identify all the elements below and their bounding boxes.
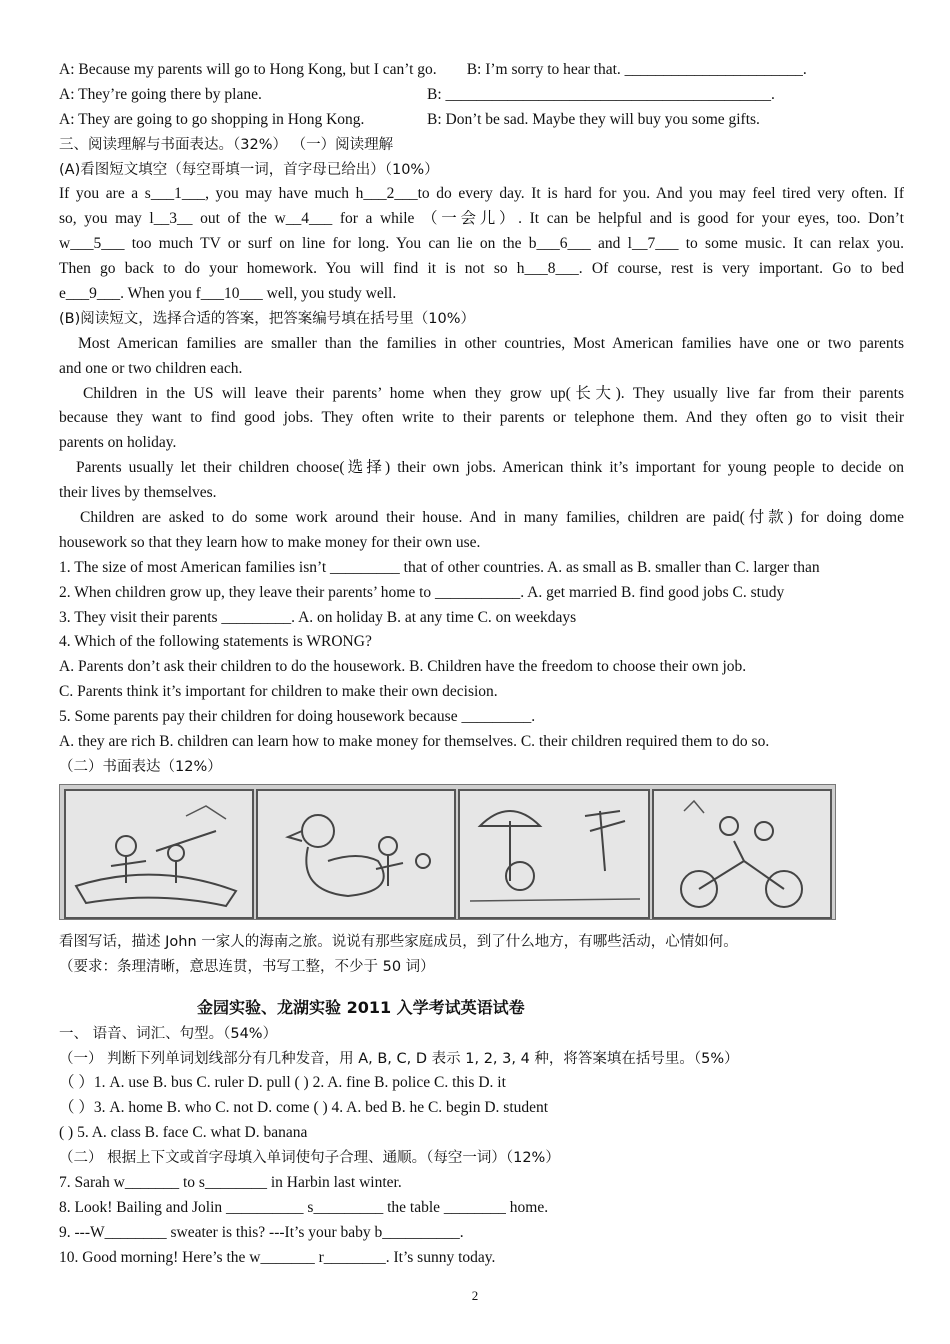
comic-strip-image	[59, 784, 836, 920]
partA-heading: (A)看图短文填空（每空哥填一词，首字母已给出）（10%）	[59, 161, 439, 178]
cloze-line: If you are a s___1___, you may have much h___2___to do every day. It is hard for you. And you may feel tired very often. If	[59, 185, 904, 203]
question-line: 2. When children grow up, they leave their parents’ home to ___________. A. get married B. find good jobs C. study	[59, 583, 785, 601]
writing-prompt: 看图写话，描述 John 一家人的海南之旅。说说有那些家庭成员，到了什么地方，有哪些活动，心情如何。	[59, 933, 738, 950]
dialog-line-2: A: They’re going there by plane. B: __________________________________________.	[59, 85, 775, 103]
question-line: 1. The size of most American families isn’t _________ that of other countries. A. as small as B. smaller than C. larger than	[59, 558, 820, 576]
fill-heading: （二） 根据上下文或首字母填入单词使句子合理、通顺。（每空一词）（12%）	[59, 1150, 560, 1167]
phonetics-row: （ ）1. A. use B. bus C. ruler D. pull ( ) 2. A. fine B. police C. this D. it	[59, 1074, 506, 1092]
exam-title: 金园实验、龙湖实验 2011 入学考试英语试卷	[197, 997, 525, 1017]
comic-panel-duck	[256, 789, 456, 919]
dialog-line-1: A: Because my parents will go to Hong Kong, but I can’t go. B: I’m sorry to hear that. _______________________.	[59, 61, 807, 78]
fill-row: 9. ---W________ sweater is this? ---It’s your baby b__________.	[59, 1223, 464, 1241]
phonetics-row: ( ) 5. A. class B. face C. what D. banana	[59, 1124, 308, 1142]
exam-page	[59, 58, 904, 1271]
question-line: A. they are rich B. children can learn how to make money for themselves. C. their children required them to do so.	[59, 733, 770, 751]
question-line: A. Parents don’t ask their children to do the housework. B. Children have the freedom to choose their own job.	[59, 658, 747, 676]
part1-heading: 一、 语音、词汇、句型。（54%）	[59, 1025, 278, 1042]
cloze-line-last: e___9___. When you f___10___ well, you study well.	[59, 285, 397, 303]
passage-line: their lives by themselves.	[59, 484, 217, 502]
passage-line: housework so that they learn how to make money for their own use.	[59, 533, 481, 551]
section3-heading: 三、阅读理解与书面表达。（32%） （一）阅读理解	[59, 136, 394, 153]
dialog-line-3: A: They are going to go shopping in Hong Kong. B: Don’t be sad. Maybe they will buy you some gifts.	[59, 110, 760, 128]
passage-line: Children are asked to do some work around their house. And in many families, children are paid(付款) for doing dome	[80, 509, 904, 527]
page-number: 2	[471, 1288, 479, 1303]
passage-line: Children in the US will leave their parents’ home when they grow up(长大). They usually live far from their parents	[83, 384, 904, 402]
passage-line: and one or two children each.	[59, 359, 243, 377]
passage-line: parents on holiday.	[59, 434, 177, 452]
cloze-line: so, you may l__3__ out of the w__4___ for a while （一会儿）. It can be helpful and is good for your eyes, too. Don’t	[59, 210, 904, 228]
writing-requirements: （要求：条理清晰，意思连贯，书写工整，不少于 50 词）	[59, 958, 435, 975]
fill-row: 8. Look! Bailing and Jolin __________ s_________ the table ________ home.	[59, 1198, 549, 1216]
comic-panel-bike	[652, 789, 832, 919]
cloze-line: Then go back to do your homework. You will find it is not so h___8___. Of course, rest is very important. Go to bed	[59, 260, 904, 278]
passage-line: because they want to find good jobs. They often write to their parents or telephone them. And they often go to visit their	[59, 409, 904, 427]
partB-heading: (B)阅读短文，选择合适的答案，把答案编号填在括号里（10%）	[59, 310, 475, 327]
question-line: 4. Which of the following statements is WRONG?	[59, 633, 372, 651]
question-line: C. Parents think it’s important for children to make their own decision.	[59, 683, 498, 701]
fill-row: 7. Sarah w_______ to s________ in Harbin last winter.	[59, 1173, 402, 1191]
writing-heading: （二）书面表达（12%）	[59, 758, 222, 775]
comic-panel-boat	[64, 789, 254, 919]
cloze-line: w___5___ too much TV or surf on line for long. You can lie on the b___6___ and l__7___ to some music. It can relax you.	[59, 235, 904, 253]
phonetics-row: （ ）3. A. home B. who C. not D. come ( ) 4. A. bed B. he C. begin D. student	[59, 1099, 549, 1117]
fill-row: 10. Good morning! Here’s the w_______ r________. It’s sunny today.	[59, 1248, 496, 1266]
comic-panel-beach	[458, 789, 650, 919]
passage-line: Parents usually let their children choose(选择) their own jobs. American think it’s important for young people to decide on	[76, 459, 904, 477]
question-line: 3. They visit their parents _________. A. on holiday B. at any time C. on weekdays	[59, 608, 577, 626]
question-line: 5. Some parents pay their children for doing housework because _________.	[59, 708, 536, 726]
passage-line: Most American families are smaller than the families in other countries, Most American families have one or two parents	[78, 334, 904, 352]
phonetics-heading: （一） 判断下列单词划线部分有几种发音，用 A, B, C, D 表示 1, 2, 3, 4 种，将答案填在括号里。（5%）	[59, 1050, 739, 1067]
